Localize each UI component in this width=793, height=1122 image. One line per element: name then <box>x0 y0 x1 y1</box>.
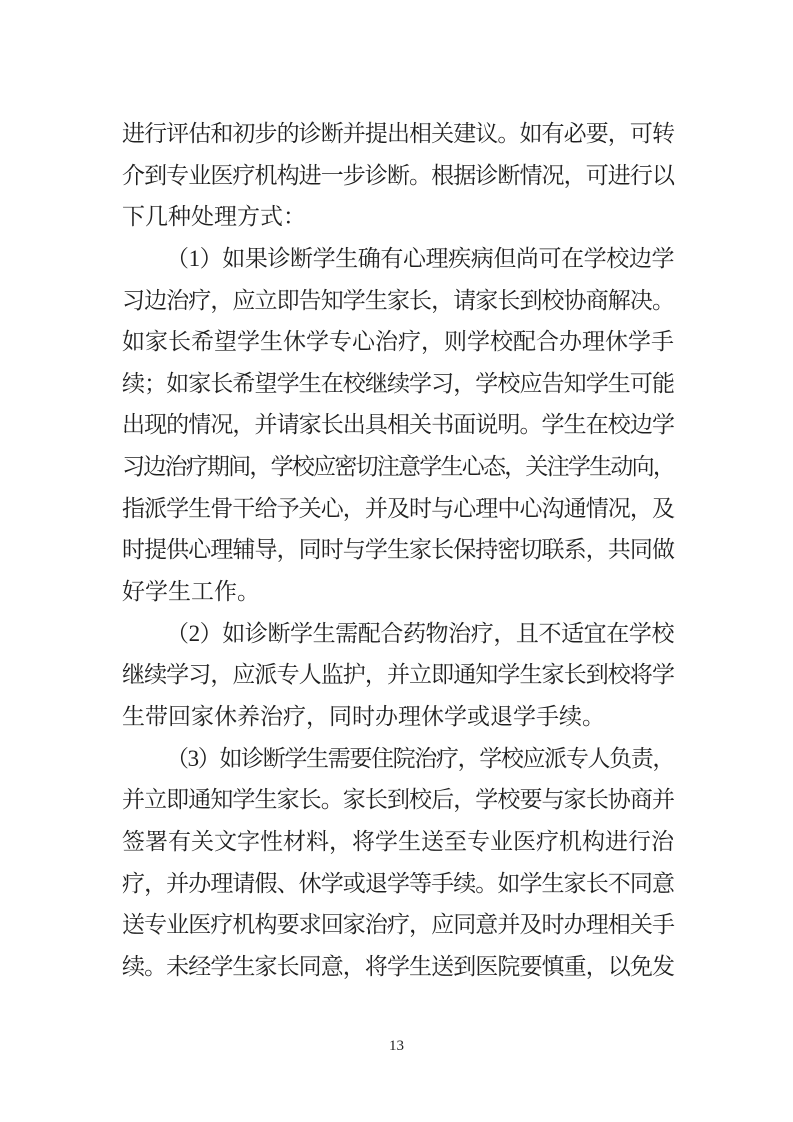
text-line: 时提供心理辅导，同时与学生家长保持密切联系，共同做 <box>122 537 674 563</box>
text-line: （3）如诊断学生需要住院治疗，学校应派专人负责， <box>166 745 674 771</box>
document-text <box>122 113 674 987</box>
text-line: 进行评估和初步的诊断并提出相关建议。如有必要，可转 <box>122 121 674 146</box>
text-line: 如家长希望学生休学专心治疗，则学校配合办理休学手 <box>122 329 674 355</box>
text-line: （1）如果诊断学生确有心理疾病但尚可在学校边学 <box>166 245 674 271</box>
text-line: 签署有关文字性材料，将学生送至专业医疗机构进行治 <box>122 828 674 854</box>
text-line: 习边治疗期间，学校应密切注意学生心态，关注学生动向， <box>122 454 674 480</box>
text-line: 习边治疗，应立即告知学生家长，请家长到校协商解决。 <box>122 287 674 313</box>
text-line: 并立即通知学生家长。家长到校后，学校要与家长协商并 <box>122 787 674 813</box>
text-line: 生带回家休养治疗，同时办理休学或退学手续。 <box>122 703 605 729</box>
text-line: （2）如诊断学生需配合药物治疗，且不适宜在学校 <box>166 620 674 646</box>
text-line: 续。未经学生家长同意，将学生送到医院要慎重，以免发 <box>122 953 674 979</box>
text-line: 继续学习，应派专人监护，并立即通知学生家长到校将学 <box>122 662 674 688</box>
text-line: 好学生工作。 <box>122 579 260 605</box>
text-line: 介到专业医疗机构进一步诊断。根据诊断情况，可进行以 <box>122 162 674 188</box>
text-line: 指派学生骨干给予关心，并及时与心理中心沟通情况，及 <box>122 495 674 521</box>
text-line: 送专业医疗机构要求回家治疗，应同意并及时办理相关手 <box>122 912 674 938</box>
text-line: 下几种处理方式： <box>122 204 306 230</box>
page-number: 13 <box>389 1038 404 1054</box>
text-line: 续；如家长希望学生在校继续学习，学校应告知学生可能 <box>122 370 674 396</box>
text-line: 出现的情况，并请家长出具相关书面说明。学生在校边学 <box>122 412 674 438</box>
text-line: 疗，并办理请假、休学或退学等手续。如学生家长不同意 <box>122 870 674 896</box>
